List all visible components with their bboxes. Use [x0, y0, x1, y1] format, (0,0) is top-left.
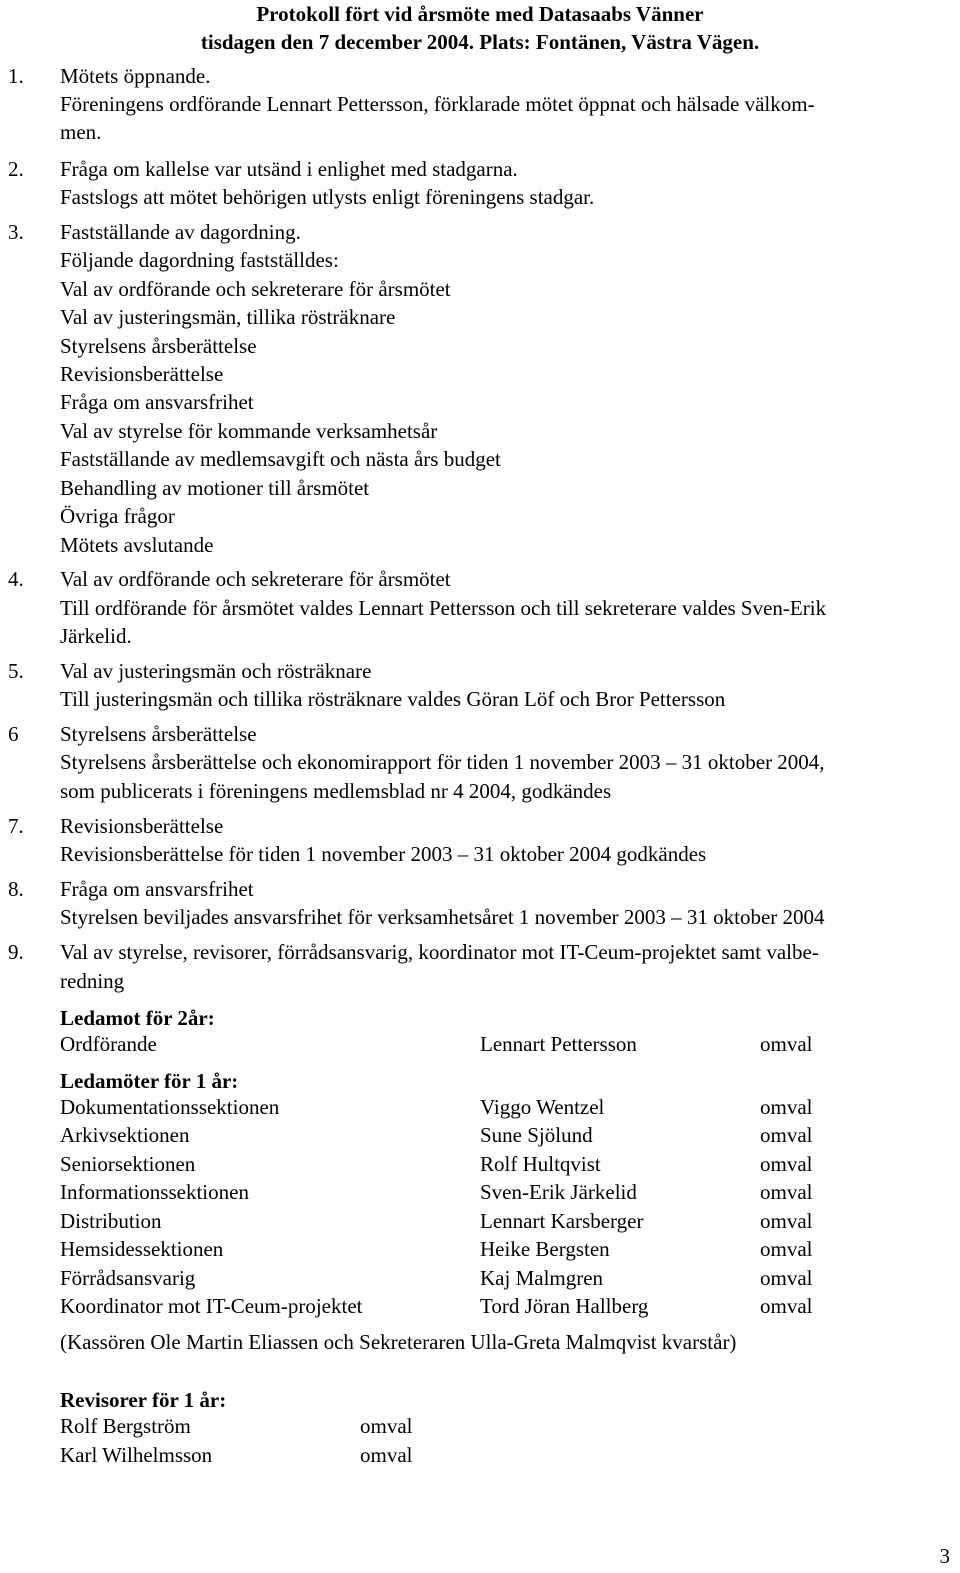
item-line: Till justeringsmän och tillika rösträknare valdes Göran Löf och Bror Pettersson: [60, 687, 726, 711]
auditor-status: omval: [360, 1414, 413, 1438]
agenda-item: Val av justeringsmän, tillika rösträknare: [60, 305, 396, 329]
agenda-item: Val av styrelse för kommande verksamhetsår: [60, 419, 438, 443]
item-line: men.: [60, 120, 102, 144]
item-heading: Val av styrelse, revisorer, förrådsansvarig, koordinator mot IT-Ceum-projektet samt valbe-: [60, 940, 819, 964]
member-status: omval: [760, 1152, 813, 1176]
item-line: Styrelsens årsberättelse och ekonomirapport för tiden 1 november 2003 – 31 oktober 2004,: [60, 750, 825, 774]
agenda-item: Behandling av motioner till årsmötet: [60, 476, 370, 500]
member-role: Informationssektionen: [60, 1180, 249, 1204]
item-line: Fastslogs att mötet behörigen utlysts enligt föreningens stadgar.: [60, 185, 595, 209]
item-line: Följande dagordning fastställdes:: [60, 248, 339, 272]
agenda-item: Mötets avslutande: [60, 533, 214, 557]
item-number: 6: [8, 722, 19, 746]
title-line-2: tisdagen den 7 december 2004. Plats: Fontänen, Västra Vägen.: [200, 30, 760, 54]
agenda-item: Fastställande av medlemsavgift och nästa års budget: [60, 447, 501, 471]
item-line: som publicerats i föreningens medlemsblad nr 4 2004, godkändes: [60, 779, 612, 803]
member-role: Ordförande: [60, 1032, 157, 1056]
member-name: Tord Jöran Hallberg: [480, 1294, 649, 1318]
item-heading: Mötets öppnande.: [60, 64, 211, 88]
page-number: 3: [939, 1544, 950, 1568]
kvarstar-note: (Kassören Ole Martin Eliassen och Sekreteraren Ulla-Greta Malmqvist kvarstår): [60, 1330, 737, 1354]
agenda-item: Fråga om ansvarsfrihet: [60, 390, 254, 414]
item-number: 5.: [8, 659, 24, 683]
member-name: Heike Bergsten: [480, 1237, 610, 1261]
item-heading: Fråga om kallelse var utsänd i enlighet med stadgarna.: [60, 157, 518, 181]
item-line: Järkelid.: [60, 624, 132, 648]
section-heading: Ledamot för 2år:: [60, 1006, 215, 1030]
agenda-item: Styrelsens årsberättelse: [60, 334, 257, 358]
item-line: Föreningens ordförande Lennart Pettersson, förklarade mötet öppnat och hälsade välkom-: [60, 92, 815, 116]
item-line: Styrelsen beviljades ansvarsfrihet för verksamhetsåret 1 november 2003 – 31 oktober 2004: [60, 905, 825, 929]
member-name: Sven-Erik Järkelid: [480, 1180, 637, 1204]
member-status: omval: [760, 1266, 813, 1290]
member-name: Lennart Karsberger: [480, 1209, 644, 1233]
member-role: Förrådsansvarig: [60, 1266, 196, 1290]
auditor-name: Rolf Bergström: [60, 1414, 191, 1438]
member-status: omval: [760, 1123, 813, 1147]
member-role: Hemsidessektionen: [60, 1237, 224, 1261]
auditor-name: Karl Wilhelmsson: [60, 1443, 213, 1467]
item-number: 2.: [8, 157, 24, 181]
member-name: Sune Sjölund: [480, 1123, 593, 1147]
item-number: 8.: [8, 877, 24, 901]
item-number: 9.: [8, 940, 24, 964]
title-line-1: Protokoll fört vid årsmöte med Datasaabs Vänner: [256, 2, 704, 26]
member-name: Rolf Hultqvist: [480, 1152, 601, 1176]
member-name: Kaj Malmgren: [480, 1266, 604, 1290]
item-line: redning: [60, 969, 125, 993]
item-number: 1.: [8, 64, 24, 88]
member-name: Lennart Pettersson: [480, 1032, 637, 1056]
item-number: 3.: [8, 220, 24, 244]
member-role: Dokumentationssektionen: [60, 1095, 280, 1119]
item-heading: Revisionsberättelse: [60, 814, 224, 838]
item-heading: Styrelsens årsberättelse: [60, 722, 257, 746]
member-status: omval: [760, 1032, 813, 1056]
item-heading: Val av ordförande och sekreterare för årsmötet: [60, 567, 451, 591]
item-number: 7.: [8, 814, 24, 838]
member-role: Seniorsektionen: [60, 1152, 196, 1176]
agenda-item: Revisionsberättelse: [60, 362, 224, 386]
item-heading: Fastställande av dagordning.: [60, 220, 301, 244]
member-status: omval: [760, 1209, 813, 1233]
member-role: Distribution: [60, 1209, 162, 1233]
section-heading: Ledamöter för 1 år:: [60, 1069, 239, 1093]
member-role: Koordinator mot IT-Ceum-projektet: [60, 1294, 363, 1318]
member-status: omval: [760, 1180, 813, 1204]
member-role: Arkivsektionen: [60, 1123, 190, 1147]
member-status: omval: [760, 1294, 813, 1318]
agenda-item: Val av ordförande och sekreterare för årsmötet: [60, 277, 451, 301]
item-heading: Fråga om ansvarsfrihet: [60, 877, 254, 901]
item-heading: Val av justeringsmän och rösträknare: [60, 659, 372, 683]
section-heading: Revisorer för 1 år:: [60, 1388, 227, 1412]
member-status: omval: [760, 1095, 813, 1119]
item-line: Till ordförande för årsmötet valdes Lennart Pettersson och till sekreterare valdes Sven-Erik: [60, 596, 827, 620]
item-line: Revisionsberättelse för tiden 1 november 2003 – 31 oktober 2004 godkändes: [60, 842, 707, 866]
agenda-item: Övriga frågor: [60, 504, 175, 528]
item-number: 4.: [8, 567, 24, 591]
auditor-status: omval: [360, 1443, 413, 1467]
member-status: omval: [760, 1237, 813, 1261]
member-name: Viggo Wentzel: [480, 1095, 605, 1119]
